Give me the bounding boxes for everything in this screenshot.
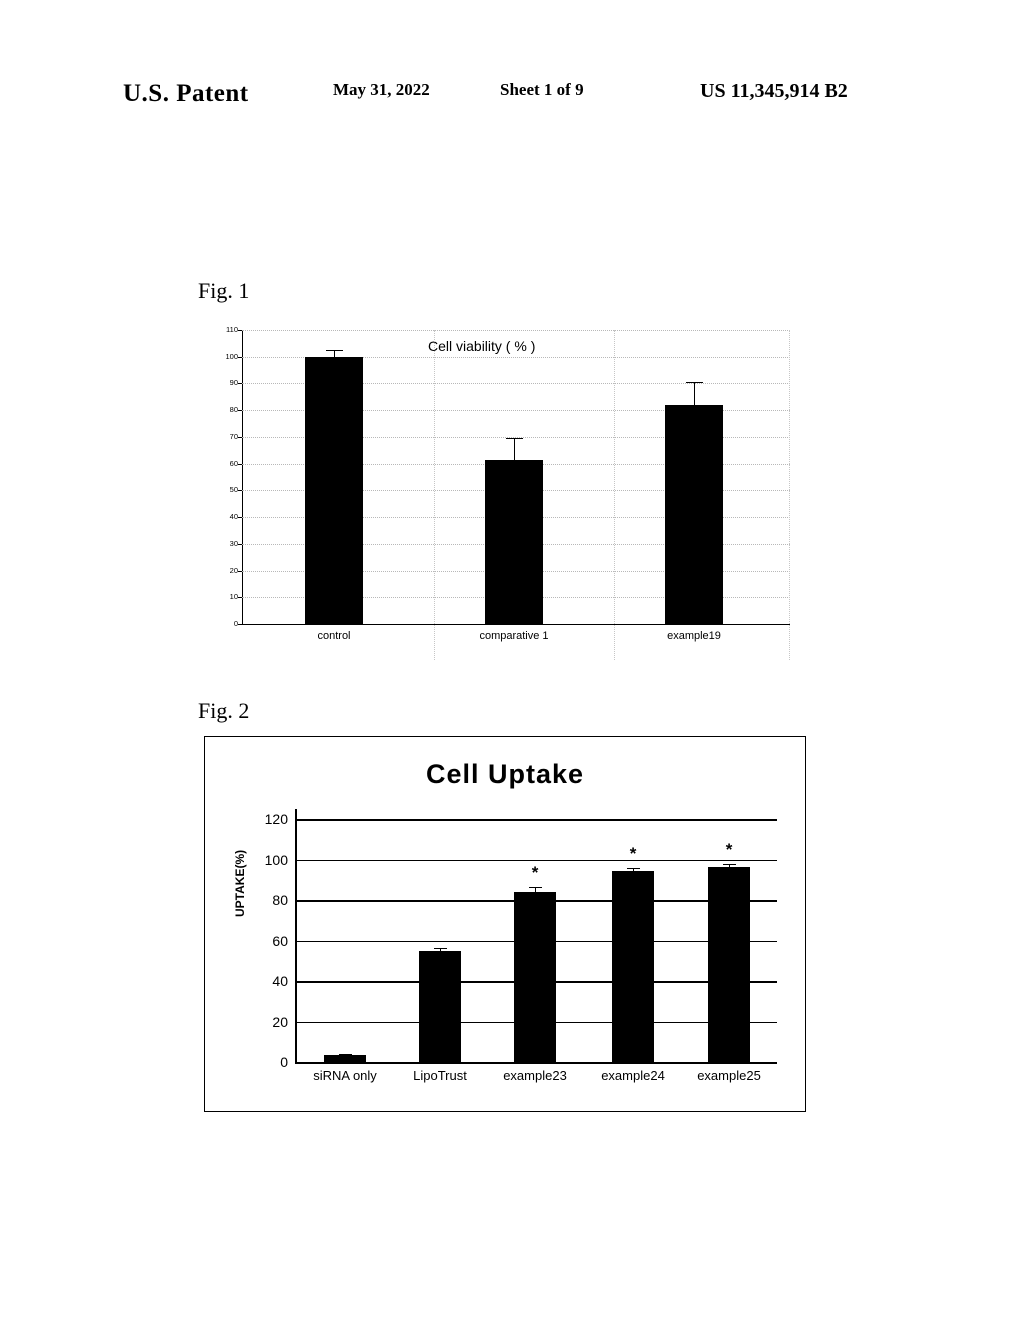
chart1-y-tick-mark [238, 490, 242, 491]
chart1-y-tick-mark [238, 330, 242, 331]
chart1-y-tick-label: 40 [229, 512, 238, 522]
chart2-y-axis [295, 809, 297, 1063]
chart1-bar [665, 405, 723, 624]
chart1-plot-area [225, 325, 790, 642]
chart2-y-axis-label: UPTAKE(%) [233, 849, 247, 917]
chart1-x-tick-label: comparative 1 [479, 630, 549, 642]
chart1-y-tick-label: 90 [229, 378, 238, 388]
chart2-bar [514, 892, 556, 1062]
chart2-error-cap [434, 948, 447, 949]
chart1-y-tick-label: 0 [233, 619, 238, 628]
chart2-error-cap [627, 868, 640, 869]
chart1-vertical-gridline [614, 330, 616, 660]
chart2-bar [324, 1055, 366, 1062]
chart2-y-tick-label: 60 [272, 932, 288, 949]
chart2-x-tick-label: example25 [697, 1068, 761, 1083]
chart1-y-tick-mark [238, 464, 242, 465]
chart1-error-cap [326, 350, 343, 351]
chart2-significance-marker: * [725, 839, 733, 859]
chart1-y-tick-label: 80 [229, 405, 238, 415]
chart2-error-cap [339, 1054, 352, 1055]
chart2-x-tick-label: siRNA only [313, 1068, 377, 1083]
chart1-y-tick-mark [238, 517, 242, 518]
chart1-error-cap [686, 382, 703, 383]
chart1-y-tick-label: 110 [226, 325, 238, 334]
chart1-y-tick-label: 20 [229, 565, 238, 575]
chart1-y-axis [242, 330, 243, 625]
patent-header [0, 80, 1020, 114]
chart1-y-tick-label: 50 [229, 485, 238, 495]
chart2-y-tick-label: 0 [280, 1054, 288, 1070]
chart1-error-bar [694, 382, 695, 405]
chart2-bar [708, 867, 750, 1062]
chart1-x-tick-label: control [317, 630, 351, 642]
chart1-y-tick-mark [238, 437, 242, 438]
chart1-error-bar [514, 438, 515, 459]
chart2-error-cap [529, 887, 542, 888]
chart1-x-axis [242, 624, 790, 625]
chart1-x-tick-label: example19 [667, 630, 721, 642]
chart2-bar [612, 871, 654, 1062]
figure-2-chart [204, 736, 806, 1112]
chart2-x-tick-label: LipoTrust [413, 1068, 467, 1083]
chart1-y-tick-mark [238, 571, 242, 572]
chart1-error-cap [506, 438, 523, 439]
chart1-y-tick-mark [238, 544, 242, 545]
chart2-bar [419, 951, 461, 1062]
chart1-y-tick-label: 10 [229, 592, 238, 602]
chart1-y-tick-mark [238, 597, 242, 598]
chart2-gridline [295, 860, 777, 862]
chart1-y-tick-mark [238, 357, 242, 358]
chart2-y-tick-label: 40 [272, 973, 288, 990]
chart1-error-bar [334, 350, 335, 357]
chart1-title: Cell viability ( % ) [428, 338, 536, 354]
chart2-x-tick-label: example23 [503, 1068, 567, 1083]
chart1-vertical-gridline [434, 330, 436, 660]
chart1-y-tick-mark [238, 410, 242, 411]
chart2-title: Cell Uptake [425, 759, 585, 789]
chart2-x-tick-label: example24 [601, 1068, 665, 1083]
chart2-x-axis [295, 1062, 777, 1064]
chart1-bar [485, 460, 543, 624]
chart1-bar [305, 357, 363, 624]
chart2-plot-area [233, 809, 777, 1083]
chart2-y-tick-label: 100 [264, 851, 288, 868]
patent-number: US 11,345,914 B2 [700, 80, 848, 102]
chart2-y-tick-label: 80 [272, 892, 288, 909]
figure-1-label: Fig. 1 [198, 278, 250, 303]
chart1-y-tick-label: 30 [229, 538, 238, 548]
chart1-y-tick-label: 100 [225, 351, 238, 361]
chart2-gridline [295, 819, 777, 821]
figure-2-label: Fig. 2 [198, 698, 250, 723]
chart2-significance-marker: * [629, 843, 637, 863]
chart1-vertical-gridline [789, 330, 791, 660]
chart2-y-tick-label: 20 [272, 1013, 288, 1030]
figure-1-chart [200, 320, 800, 645]
patent-office-title: U.S. Patent [123, 80, 249, 107]
patent-date: May 31, 2022 [333, 80, 430, 99]
chart1-y-tick-mark [238, 624, 242, 625]
sheet-number: Sheet 1 of 9 [500, 80, 584, 99]
chart2-y-tick-label: 120 [264, 811, 288, 828]
chart2-error-cap [723, 864, 736, 865]
chart1-y-tick-mark [238, 383, 242, 384]
chart1-y-tick-label: 70 [229, 431, 238, 441]
chart1-y-tick-label: 60 [229, 458, 238, 468]
chart1-gridline [242, 330, 790, 332]
chart2-significance-marker: * [531, 862, 539, 882]
